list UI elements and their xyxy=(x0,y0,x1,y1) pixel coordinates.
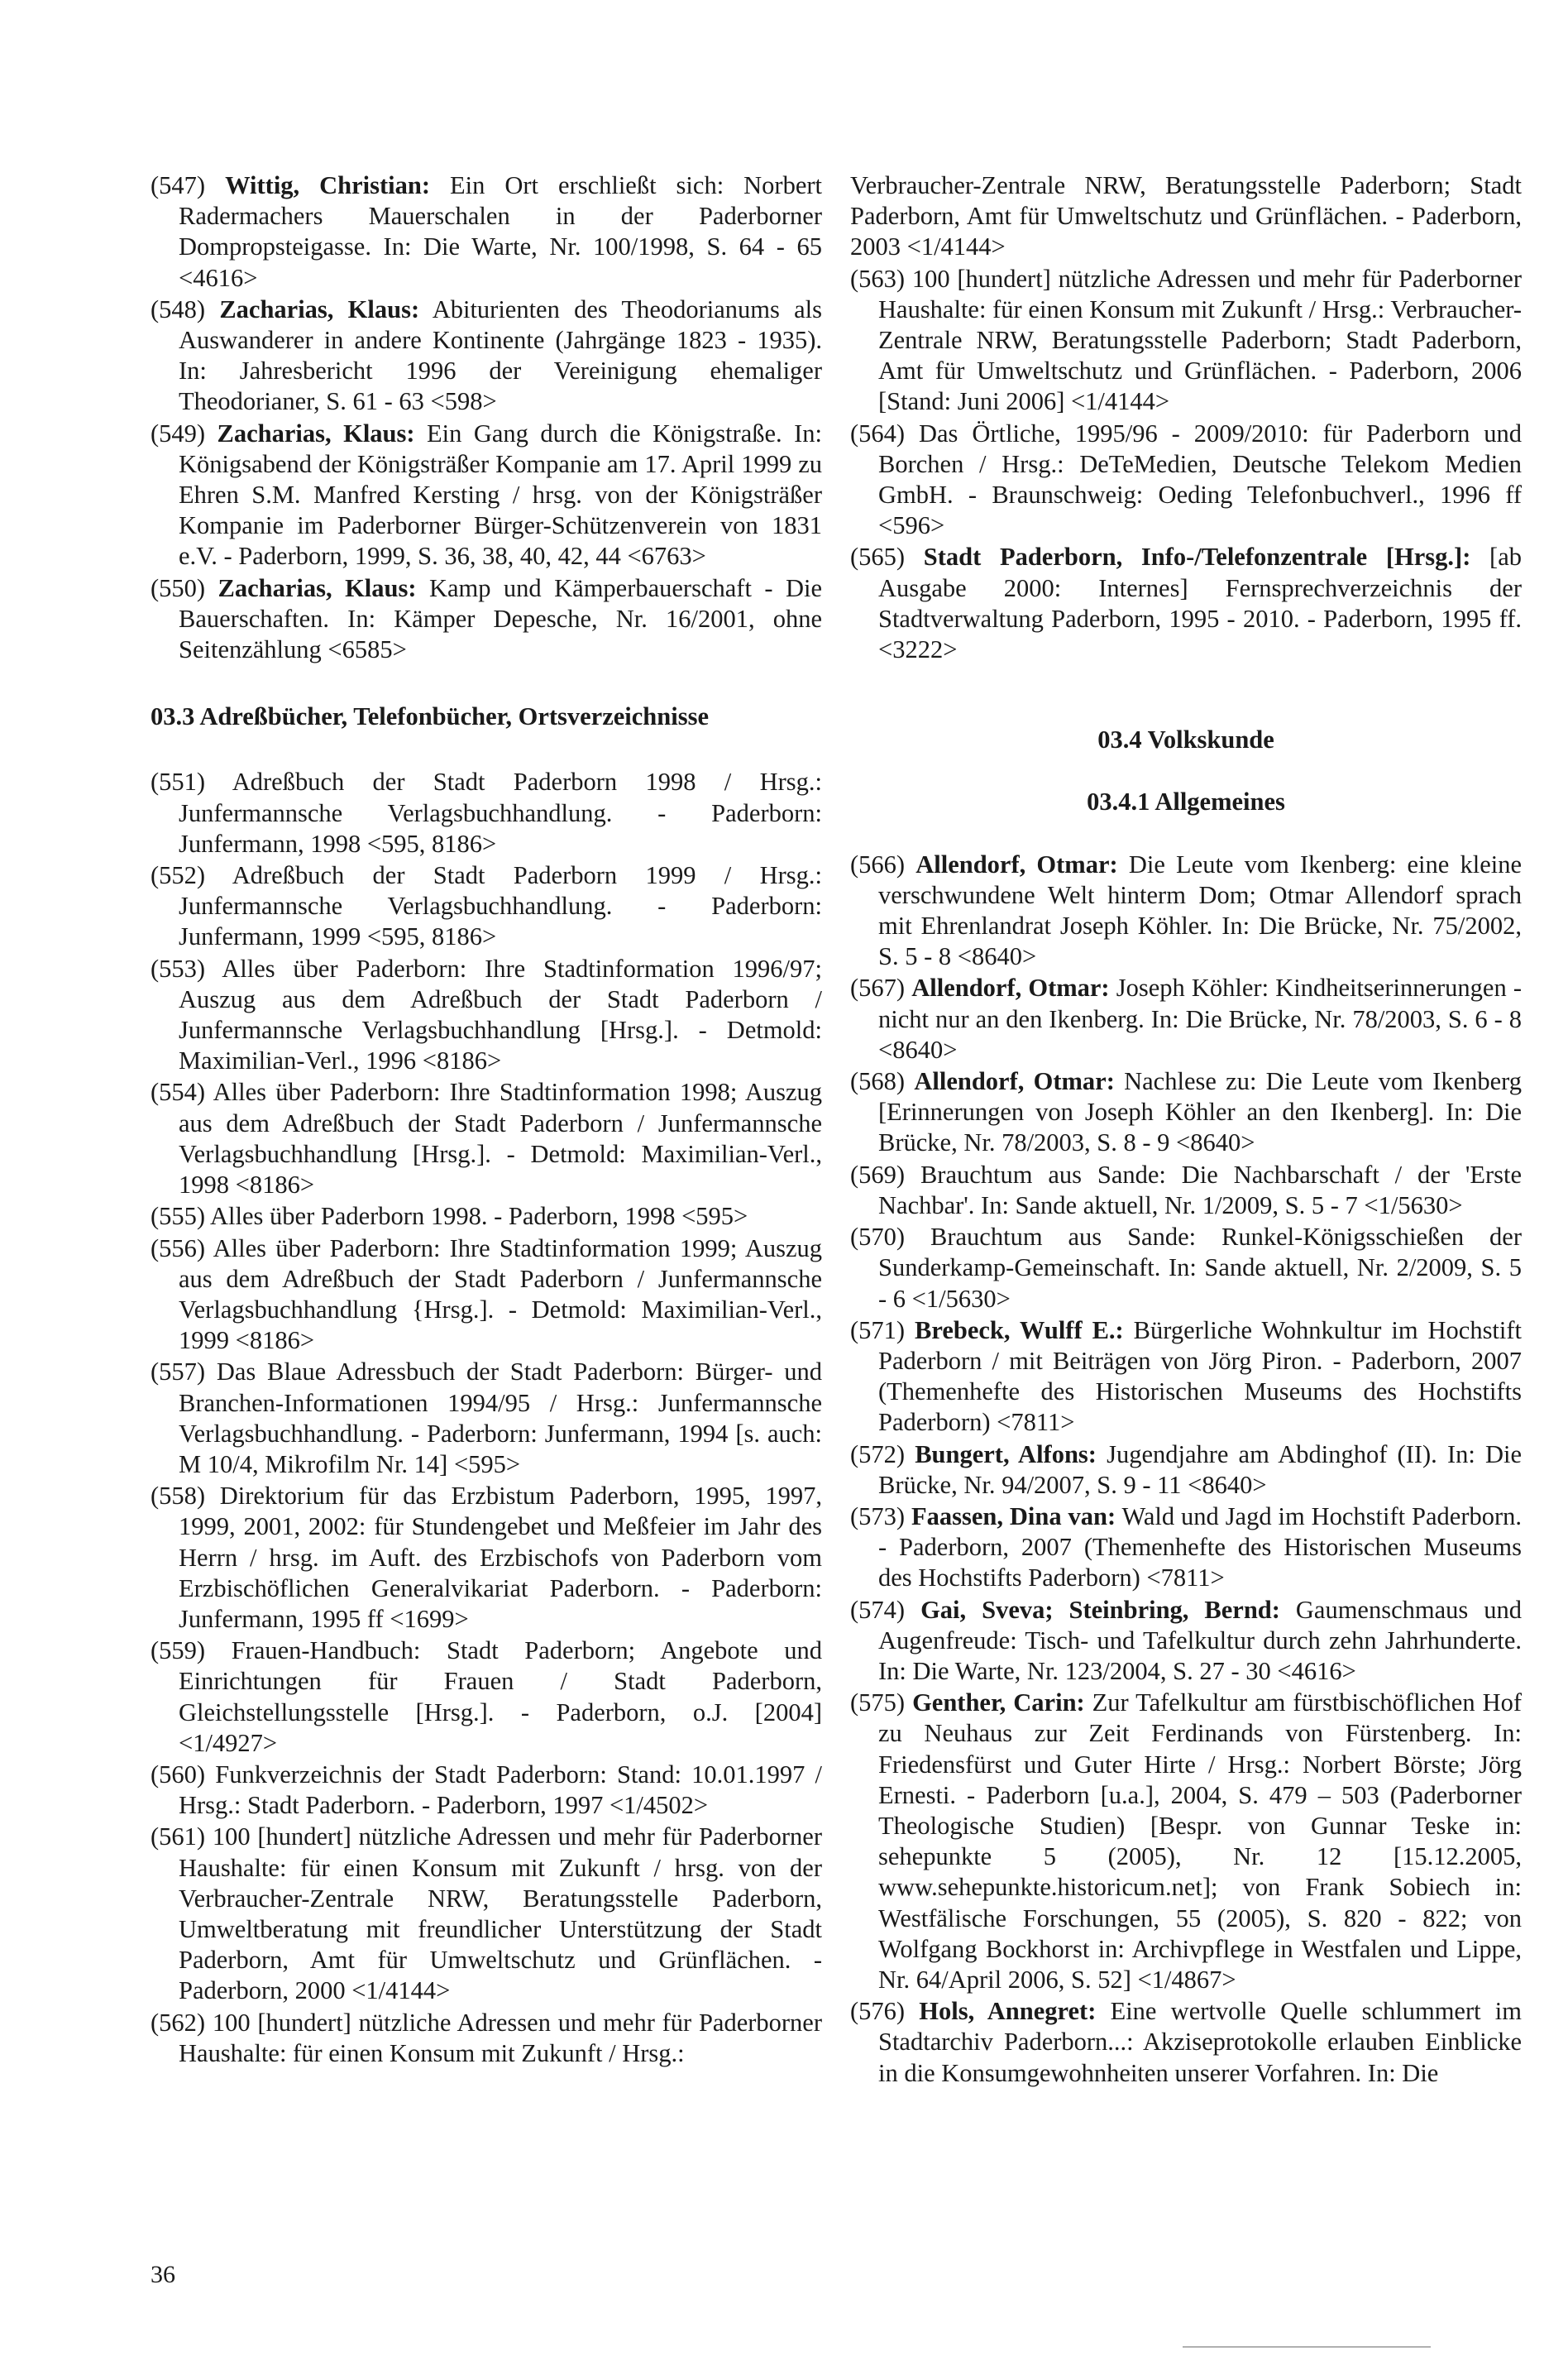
bibliography-entry xyxy=(850,1222,1522,1314)
entry-author: Gai, Sveva; Steinbring, Bernd: xyxy=(920,1595,1280,1624)
entry-number: (571) xyxy=(850,1315,906,1344)
entry-text: Das Blaue Adressbuch der Stadt Paderborn: Bürger- und Branchen-Informationen 1994/95 / Hrsg.: Junfermannsche Verlagsbuchhandlung. - Paderborn: Junfermann, 1994 [s. auch: M 10/4, Mikrofilm Nr. 14] <595> xyxy=(179,1358,822,1478)
entry-text: Bürgerliche Wohnkultur im Hochstift Paderborn / mit Beiträgen von Jörg Piron. - Paderborn, 2007 (Themenhefte des Historischen Museums des Hochstifts Paderborn) <7811> xyxy=(878,1315,1523,1437)
right-entries-group-a xyxy=(850,264,1522,666)
entry-number: (552) xyxy=(151,861,206,890)
entry-number: (560) xyxy=(151,1760,206,1789)
left-column xyxy=(151,170,822,2070)
entry-text: Jugendjahre am Abdinghof (II). In: Die Brücke, Nr. 94/2007, S. 9 - 11 <8640> xyxy=(878,1439,1522,1499)
bibliography-entry xyxy=(151,1077,822,1200)
entry-number: (564) xyxy=(850,419,906,448)
entry-number: (548) xyxy=(151,294,206,323)
entry-text: Alles über Paderborn 1998. - Paderborn, 1998 <595> xyxy=(210,1202,748,1231)
entry-author: Hols, Annegret: xyxy=(919,1997,1097,2026)
left-entries-group-a xyxy=(151,170,822,665)
bibliography-entry xyxy=(151,170,822,294)
page-number: 36 xyxy=(151,2261,175,2288)
entry-number: (576) xyxy=(850,1997,906,2026)
bibliography-entry xyxy=(850,1066,1522,1159)
bibliography-entry xyxy=(151,1635,822,1759)
entry-author: Wittig, Christian: xyxy=(225,171,431,199)
entry-number: (561) xyxy=(151,1822,206,1851)
entry-author: Genther, Carin: xyxy=(912,1688,1085,1717)
entry-number: (570) xyxy=(850,1223,906,1252)
entry-number: (550) xyxy=(151,573,206,602)
entry-number: (558) xyxy=(151,1482,206,1511)
right-entries-group-b xyxy=(850,850,1522,2089)
left-entries-group-b xyxy=(151,767,822,2069)
section-heading-03-4: 03.4 Volkskunde xyxy=(1097,725,1274,754)
entry-author: Brebeck, Wulff E.: xyxy=(915,1315,1124,1344)
bibliography-entry xyxy=(151,1481,822,1635)
bibliography-entry xyxy=(850,1996,1522,2089)
entry-text: Adreßbuch der Stadt Paderborn 1999 / Hrsg.: Junfermannsche Verlagsbuchhandlung. - Paderborn: Junfermann, 1999 <595, 8186> xyxy=(179,861,822,951)
entry-562-continuation: Verbraucher-Zentrale NRW, Beratungsstelle Paderborn; Stadt Paderborn, Amt für Umweltschutz und Grünflächen. - Paderborn, 2003 <1/4144> xyxy=(850,171,1522,261)
bibliography-entry xyxy=(151,767,822,860)
subsection-heading-03-4-1: 03.4.1 Allgemeines xyxy=(1087,788,1285,816)
entry-number: (555) xyxy=(151,1202,206,1231)
entry-number: (574) xyxy=(850,1595,906,1624)
bibliography-entry xyxy=(151,860,822,953)
right-column xyxy=(850,170,1522,2090)
entry-text: Ein Ort erschließt sich: Norbert Radermachers Mauerschalen in der Paderborner Dompropsteigasse. In: Die Warte, Nr. 100/1998, S. 64 - 65 <4616> xyxy=(179,171,823,292)
entry-number: (572) xyxy=(850,1439,906,1468)
entry-author: Zacharias, Klaus: xyxy=(219,294,420,323)
entry-text: Wald und Jagd im Hochstift Paderborn. - Paderborn, 2007 (Themenhefte des Historischen Museums des Hochstifts Paderborn) <7811> xyxy=(878,1501,1523,1592)
entry-number: (562) xyxy=(151,2008,206,2037)
bibliography-entry xyxy=(850,1315,1522,1439)
entry-text: Gaumenschmaus und Augenfreude: Tisch- und Tafelkultur durch zehn Jahrhunderte. In: Die Warte, Nr. 123/2004, S. 27 - 30 <4616> xyxy=(878,1595,1522,1685)
bibliography-entry xyxy=(151,1822,822,2006)
entry-number: (554) xyxy=(151,1078,206,1107)
entry-text: Direktorium für das Erzbistum Paderborn, 1995, 1997, 1999, 2001, 2002: für Stundengebet und Meßfeier im Jahr des Herrn / hrsg. im Auft. des Erzbischofs von Paderborn vom Erzbischöflichen Generalvikariat Paderborn. - Paderborn: Junfermann, 1995 ff <1699> xyxy=(179,1482,822,1633)
entry-text: Funkverzeichnis der Stadt Paderborn: Stand: 10.01.1997 / Hrsg.: Stadt Paderborn. - Paderborn, 1997 <1/4502> xyxy=(179,1760,822,1820)
entry-text: Alles über Paderborn: Ihre Stadtinformation 1996/97; Auszug aus dem Adreßbuch der Stadt Paderborn / Junfermannsche Verlagsbuchhandlung [Hrsg.]. - Detmold: Maximilian-Verl., 1996 <8186> xyxy=(179,954,822,1075)
bibliography-entry xyxy=(151,2008,822,2069)
entry-text: Ein Gang durch die Königstraße. In: Königsabend der Königsträßer Kompanie am 17. April 1999 zu Ehren S.M. Manfred Kersting / hrsg. von der Königsträßer Kompanie im Paderborner Bürger-Schützenverein von 1831 e.V. - Paderborn, 1999, S. 36, 38, 40, 42, 44 <6763> xyxy=(179,419,822,571)
bibliography-entry xyxy=(850,973,1522,1065)
entry-text: Nachlese zu: Die Leute vom Ikenberg [Erinnerungen von Joseph Köhler an den Ikenberg]. In: Die Brücke, Nr. 78/2003, S. 8 - 9 <8640> xyxy=(878,1067,1522,1157)
bibliography-entry xyxy=(151,1233,822,1357)
entry-number: (566) xyxy=(850,850,906,879)
entry-number: (569) xyxy=(850,1160,906,1189)
entry-number: (568) xyxy=(850,1067,906,1096)
bibliography-entry xyxy=(850,1688,1522,1995)
footer-rule xyxy=(1183,2346,1431,2348)
entry-text: Adreßbuch der Stadt Paderborn 1998 / Hrsg.: Junfermannsche Verlagsbuchhandlung. - Paderborn: Junfermann, 1998 <595, 8186> xyxy=(179,768,822,858)
bibliography-entry xyxy=(850,264,1522,418)
bibliography-entry xyxy=(850,1501,1522,1594)
entry-text: Alles über Paderborn: Ihre Stadtinformation 1999; Auszug aus dem Adreßbuch der Stadt Paderborn / Junfermannsche Verlagsbuchhandlung {Hrsg.]. - Detmold: Maximilian-Verl., 1999 <8186> xyxy=(179,1233,822,1355)
entry-text: Joseph Köhler: Kindheitserinnerungen - nicht nur an den Ikenberg. In: Die Brücke, Nr. 78/2003, S. 6 - 8 <8640> xyxy=(878,974,1522,1064)
entry-text: Alles über Paderborn: Ihre Stadtinformation 1998; Auszug aus dem Adreßbuch der Stadt Paderborn / Junfermannsche Verlagsbuchhandlung [Hrsg.]. - Detmold: Maximilian-Verl., 1998 <8186> xyxy=(179,1078,822,1200)
bibliography-entry xyxy=(850,542,1522,665)
bibliography-entry xyxy=(850,1595,1522,1688)
entry-author: Allendorf, Otmar: xyxy=(914,1067,1115,1096)
entry-text: Abiturienten des Theodorianums als Auswanderer in andere Kontinente (Jahrgänge 1823 - 1935). In: Jahresbericht 1996 der Vereinigung ehemaliger Theodorianer, S. 61 - 63 <598> xyxy=(179,294,823,416)
bibliography-entry xyxy=(850,850,1522,973)
entry-author: Allendorf, Otmar: xyxy=(915,850,1118,879)
bibliography-entry xyxy=(151,294,822,418)
entry-number: (573) xyxy=(850,1501,906,1530)
entry-text: Das Örtliche, 1995/96 - 2009/2010: für Paderborn und Borchen / Hrsg.: DeTeMedien, Deutsche Telekom Medien GmbH. - Braunschweig: Oeding Telefonbuchverl., 1996 ff <596> xyxy=(878,419,1523,540)
entry-text: 100 [hundert] nützliche Adressen und mehr für Paderborner Haushalte: für einen Konsum mit Zukunft / Hrsg.: xyxy=(179,2008,823,2067)
bibliography-entry xyxy=(850,1160,1522,1221)
entry-text: 100 [hundert] nützliche Adressen und mehr für Paderborner Haushalte: für einen Konsum mit Zukunft / hrsg. von der Verbraucher-Zentrale NRW, Beratungsstelle Paderborn, Umweltberatung mit freundlicher Unterstützung der Stadt Paderborn, Amt für Umweltschutz und Grünflächen. - Paderborn, 2000 <1/4144> xyxy=(179,1822,823,2005)
bibliography-entry xyxy=(850,1439,1522,1501)
entry-text: Brauchtum aus Sande: Die Nachbarschaft / der 'Erste Nachbar'. In: Sande aktuell, Nr. 1/2009, S. 5 - 7 <1/5630> xyxy=(878,1160,1522,1219)
entry-number: (557) xyxy=(151,1358,206,1386)
bibliography-entry xyxy=(151,573,822,666)
entry-number: (549) xyxy=(151,419,206,448)
entry-text: Frauen-Handbuch: Stadt Paderborn; Angebote und Einrichtungen für Frauen / Stadt Paderborn, Gleichstellungsstelle [Hrsg.]. - Paderborn, o.J. [2004] <1/4927> xyxy=(179,1636,823,1757)
entry-number: (565) xyxy=(850,543,906,572)
entry-number: (556) xyxy=(151,1233,206,1262)
entry-number: (547) xyxy=(151,171,206,199)
entry-author: Faassen, Dina van: xyxy=(911,1501,1116,1530)
entry-text: Eine wertvolle Quelle schlummert im Stadtarchiv Paderborn...: Akziseprotokolle erlauben Einblicke in die Konsumgewohnheiten unserer Vorfahren. In: Die xyxy=(878,1997,1522,2087)
entry-text: Kamp und Kämperbauerschaft - Die Bauerschaften. In: Kämper Depesche, Nr. 16/2001, ohne Seitenzählung <6585> xyxy=(179,573,822,664)
entry-author: Stadt Paderborn, Info-/Telefonzentrale [Hrsg.]: xyxy=(923,543,1471,572)
entry-text: 100 [hundert] nützliche Adressen und mehr für Paderborner Haushalte: für einen Konsum mit Zukunft / Hrsg.: Verbraucher-Zentrale NRW, Beratungsstelle Paderborn; Stadt Paderborn, Amt für Umweltschutz und Grünflächen. - Paderborn, 2006 [Stand: Juni 2006] <1/4144> xyxy=(878,264,1523,416)
entry-number: (567) xyxy=(850,974,906,1003)
entry-number: (551) xyxy=(151,768,206,797)
entry-number: (553) xyxy=(151,954,206,983)
entry-text: Brauchtum aus Sande: Runkel-Königsschießen der Sunderkamp-Gemeinschaft. In: Sande aktuell, Nr. 2/2009, S. 5 - 6 <1/5630> xyxy=(878,1223,1522,1313)
bibliography-entry xyxy=(151,1357,822,1480)
entry-text: Die Leute vom Ikenberg: eine kleine verschwundene Welt hinterm Dom; Otmar Allendorf sprach mit Ehrenlandrat Joseph Köhler. In: Die Brücke, Nr. 75/2002, S. 5 - 8 <8640> xyxy=(878,850,1522,971)
entry-text: [ab Ausgabe 2000: Internes] Fernsprechverzeichnis der Stadtverwaltung Paderborn, 1995 - 2010. - Paderborn, 1995 ff. <3222> xyxy=(878,543,1523,664)
entry-number: (575) xyxy=(850,1688,906,1717)
bibliography-entry xyxy=(151,1201,822,1232)
entry-text: Zur Tafelkultur am fürstbischöflichen Hof zu Neuhaus zur Zeit Ferdinands von Fürstenberg. In: Friedensfürst und Guter Hirte / Hrsg.: Norbert Börste; Jörg Ernesti. - Paderborn [u.a.], 2004, S. 479 – 503 (Paderborner Theologische Studien) [Bespr. von Gunnar Teske in: sehepunkte 5 (2005), Nr. 12 [15.12.2005, www.sehepunkte.historicum.net]; von Frank Sobiech in: Westfälische Forschungen, 55 (2005), S. 820 - 822; von Wolfgang Bockhorst in: Archivpflege in Westfalen und Lippe, Nr. 64/April 2006, S. 52] <1/4867> xyxy=(878,1688,1523,1994)
entry-author: Zacharias, Klaus: xyxy=(217,419,415,448)
bibliography-entry xyxy=(151,954,822,1077)
entry-author: Allendorf, Otmar: xyxy=(911,974,1110,1003)
entry-author: Zacharias, Klaus: xyxy=(218,573,417,602)
bibliography-entry xyxy=(850,419,1522,542)
bibliography-entry xyxy=(151,1760,822,1821)
entry-number: (563) xyxy=(850,264,906,293)
entry-author: Bungert, Alfons: xyxy=(915,1439,1097,1468)
section-heading-03-3: 03.3 Adreßbücher, Telefonbücher, Ortsverzeichnisse xyxy=(151,702,709,731)
entry-number: (559) xyxy=(151,1636,206,1665)
bibliography-entry xyxy=(151,419,822,572)
